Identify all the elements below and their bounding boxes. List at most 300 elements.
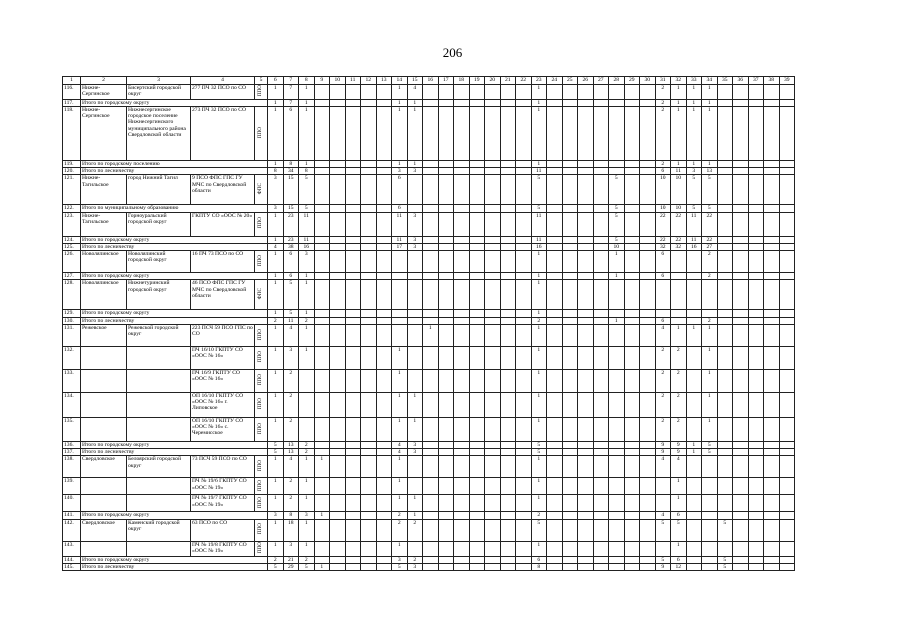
value-cell bbox=[392, 251, 408, 273]
value-cell: 1 bbox=[686, 106, 702, 160]
value-cell bbox=[330, 441, 346, 448]
value-cell bbox=[779, 160, 795, 167]
value-cell bbox=[407, 280, 423, 310]
value-cell: 1 bbox=[531, 85, 547, 100]
value-cell bbox=[376, 175, 392, 205]
value-cell bbox=[423, 369, 439, 392]
value-cell bbox=[593, 541, 609, 556]
column-number-cell: 27 bbox=[593, 77, 609, 85]
value-cell bbox=[469, 99, 485, 106]
value-cell: 1 bbox=[686, 324, 702, 346]
value-cell bbox=[609, 106, 625, 160]
value-cell bbox=[764, 556, 780, 563]
value-cell bbox=[593, 495, 609, 512]
value-cell bbox=[500, 441, 516, 448]
value-cell bbox=[578, 346, 594, 369]
value-cell bbox=[686, 369, 702, 392]
value-cell bbox=[547, 369, 563, 392]
value-cell bbox=[578, 456, 594, 478]
value-cell: 1 bbox=[531, 280, 547, 310]
column-number-cell: 12 bbox=[361, 77, 377, 85]
value-cell: 22 bbox=[671, 236, 687, 243]
value-cell bbox=[624, 106, 640, 160]
value-cell bbox=[438, 317, 454, 324]
value-cell bbox=[454, 495, 470, 512]
value-cell bbox=[500, 556, 516, 563]
column-number-cell: 1 bbox=[63, 77, 81, 85]
value-cell bbox=[578, 99, 594, 106]
value-cell bbox=[593, 449, 609, 456]
value-cell bbox=[624, 243, 640, 250]
value-cell: 1 bbox=[407, 417, 423, 441]
value-cell: 1 bbox=[531, 273, 547, 280]
value-cell bbox=[593, 456, 609, 478]
value-cell: 1 bbox=[531, 99, 547, 106]
value-cell bbox=[547, 417, 563, 441]
value-cell bbox=[516, 317, 532, 324]
value-cell: 6 bbox=[655, 251, 671, 273]
value-cell: 1 bbox=[299, 310, 315, 317]
value-cell bbox=[562, 478, 578, 495]
value-cell bbox=[345, 212, 361, 236]
value-cell bbox=[562, 324, 578, 346]
value-cell bbox=[733, 280, 749, 310]
value-cell: 1 bbox=[531, 495, 547, 512]
value-cell bbox=[423, 478, 439, 495]
value-cell: 4 bbox=[655, 512, 671, 519]
municipality-cell: Бисертский городской округ bbox=[127, 85, 191, 100]
value-cell bbox=[624, 449, 640, 456]
value-cell bbox=[454, 85, 470, 100]
unit-type-label: ППО bbox=[257, 460, 264, 472]
value-cell bbox=[779, 106, 795, 160]
value-cell bbox=[717, 478, 733, 495]
forestry-cell: Свердловское bbox=[81, 456, 127, 478]
value-cell bbox=[500, 99, 516, 106]
value-cell bbox=[314, 280, 330, 310]
forestry-cell bbox=[81, 346, 127, 369]
value-cell bbox=[593, 273, 609, 280]
value-cell: 2 bbox=[655, 346, 671, 369]
value-cell bbox=[655, 541, 671, 556]
value-cell bbox=[361, 310, 377, 317]
value-cell bbox=[361, 85, 377, 100]
forestry-cell bbox=[81, 369, 127, 392]
value-cell bbox=[314, 212, 330, 236]
value-cell bbox=[562, 512, 578, 519]
value-cell bbox=[314, 317, 330, 324]
unit-type-label: ППО bbox=[257, 523, 264, 535]
value-cell: 1 bbox=[392, 369, 408, 392]
value-cell bbox=[423, 556, 439, 563]
value-cell bbox=[330, 106, 346, 160]
value-cell bbox=[500, 160, 516, 167]
value-cell bbox=[624, 392, 640, 417]
value-cell bbox=[702, 456, 718, 478]
value-cell bbox=[578, 212, 594, 236]
value-cell bbox=[733, 273, 749, 280]
value-cell bbox=[547, 273, 563, 280]
value-cell bbox=[500, 251, 516, 273]
value-cell: 5 bbox=[283, 280, 299, 310]
value-cell bbox=[469, 392, 485, 417]
value-cell bbox=[361, 456, 377, 478]
value-cell bbox=[361, 243, 377, 250]
value-cell: 11 bbox=[283, 317, 299, 324]
value-cell bbox=[686, 456, 702, 478]
value-cell: 2 bbox=[299, 441, 315, 448]
value-cell bbox=[655, 478, 671, 495]
value-cell bbox=[345, 478, 361, 495]
value-cell bbox=[438, 310, 454, 317]
value-cell bbox=[423, 280, 439, 310]
table-total-row bbox=[63, 205, 795, 212]
value-cell bbox=[423, 243, 439, 250]
value-cell bbox=[562, 212, 578, 236]
value-cell bbox=[609, 478, 625, 495]
value-cell: 7 bbox=[283, 99, 299, 106]
value-cell bbox=[779, 212, 795, 236]
value-cell bbox=[562, 236, 578, 243]
value-cell bbox=[454, 106, 470, 160]
value-cell: 3 bbox=[407, 168, 423, 175]
value-cell: 1 bbox=[407, 99, 423, 106]
value-cell bbox=[779, 280, 795, 310]
value-cell bbox=[516, 563, 532, 570]
value-cell bbox=[578, 392, 594, 417]
value-cell: 6 bbox=[531, 556, 547, 563]
value-cell: 4 bbox=[268, 243, 284, 250]
value-cell bbox=[547, 243, 563, 250]
value-cell bbox=[593, 478, 609, 495]
value-cell bbox=[345, 346, 361, 369]
row-number-cell: 116. bbox=[63, 85, 81, 100]
value-cell bbox=[733, 541, 749, 556]
value-cell bbox=[330, 556, 346, 563]
total-label-cell: Итого по городскому округу bbox=[81, 512, 268, 519]
row-number-cell: 128. bbox=[63, 280, 81, 310]
value-cell: 5 bbox=[717, 519, 733, 541]
value-cell: 2 bbox=[671, 392, 687, 417]
value-cell bbox=[624, 346, 640, 369]
unit-name-cell: 9 ПСО ФПС ГПС ГУ МЧС по Свердловской области bbox=[191, 175, 255, 205]
value-cell bbox=[593, 563, 609, 570]
value-cell bbox=[640, 392, 656, 417]
value-cell bbox=[500, 85, 516, 100]
value-cell: 2 bbox=[655, 85, 671, 100]
value-cell: 11 bbox=[392, 236, 408, 243]
value-cell: 13 bbox=[283, 441, 299, 448]
value-cell bbox=[314, 556, 330, 563]
row-number-cell: 120. bbox=[63, 168, 81, 175]
value-cell bbox=[547, 392, 563, 417]
value-cell: 3 bbox=[283, 541, 299, 556]
unit-type-cell bbox=[255, 324, 268, 346]
value-cell bbox=[314, 449, 330, 456]
value-cell bbox=[717, 160, 733, 167]
value-cell: 1 bbox=[268, 346, 284, 369]
value-cell bbox=[469, 236, 485, 243]
row-number-cell: 117. bbox=[63, 99, 81, 106]
value-cell bbox=[547, 205, 563, 212]
value-cell bbox=[516, 106, 532, 160]
value-cell bbox=[485, 106, 501, 160]
value-cell bbox=[330, 512, 346, 519]
value-cell bbox=[407, 175, 423, 205]
value-cell: 5 bbox=[609, 175, 625, 205]
value-cell bbox=[578, 512, 594, 519]
value-cell bbox=[764, 160, 780, 167]
value-cell: 9 bbox=[655, 441, 671, 448]
value-cell bbox=[361, 212, 377, 236]
value-cell bbox=[314, 106, 330, 160]
value-cell bbox=[330, 456, 346, 478]
value-cell bbox=[423, 456, 439, 478]
value-cell: 3 bbox=[283, 346, 299, 369]
value-cell bbox=[779, 273, 795, 280]
value-cell: 11 bbox=[531, 212, 547, 236]
value-cell bbox=[733, 324, 749, 346]
value-cell bbox=[345, 310, 361, 317]
value-cell bbox=[733, 512, 749, 519]
forestry-cell bbox=[81, 495, 127, 512]
row-number-cell: 126. bbox=[63, 251, 81, 273]
municipality-cell: Нижнесергинское городское поселение Нижнесергинского муниципального района Свердловской области bbox=[127, 106, 191, 160]
value-cell: 2 bbox=[283, 392, 299, 417]
value-cell bbox=[516, 541, 532, 556]
value-cell: 2 bbox=[655, 392, 671, 417]
value-cell bbox=[454, 449, 470, 456]
value-cell: 1 bbox=[268, 478, 284, 495]
value-cell bbox=[392, 317, 408, 324]
value-cell bbox=[314, 251, 330, 273]
value-cell bbox=[314, 478, 330, 495]
value-cell bbox=[516, 519, 532, 541]
unit-name-cell: ПЧ № 19/6 ГКПТУ СО «ООС № 19» bbox=[191, 478, 255, 495]
value-cell bbox=[733, 175, 749, 205]
value-cell bbox=[609, 495, 625, 512]
value-cell bbox=[748, 317, 764, 324]
value-cell bbox=[407, 205, 423, 212]
column-number-cell: 37 bbox=[748, 77, 764, 85]
value-cell bbox=[361, 273, 377, 280]
value-cell: 6 bbox=[392, 175, 408, 205]
value-cell bbox=[748, 512, 764, 519]
value-cell bbox=[547, 310, 563, 317]
value-cell bbox=[624, 456, 640, 478]
value-cell: 5 bbox=[717, 556, 733, 563]
value-cell: 7 bbox=[283, 85, 299, 100]
value-cell: 5 bbox=[686, 175, 702, 205]
value-cell bbox=[624, 369, 640, 392]
value-cell bbox=[609, 449, 625, 456]
value-cell bbox=[423, 251, 439, 273]
value-cell bbox=[717, 441, 733, 448]
unit-name-cell: ОП 16/10 ГКПТУ СО «ООС № 16» с. Черемисское bbox=[191, 417, 255, 441]
value-cell bbox=[578, 317, 594, 324]
value-cell bbox=[485, 369, 501, 392]
value-cell: 1 bbox=[609, 273, 625, 280]
column-number-cell: 15 bbox=[407, 77, 423, 85]
forestry-cell bbox=[81, 541, 127, 556]
value-cell bbox=[376, 456, 392, 478]
value-cell bbox=[717, 346, 733, 369]
value-cell: 6 bbox=[655, 317, 671, 324]
unit-type-cell bbox=[255, 175, 268, 205]
value-cell: 5 bbox=[609, 205, 625, 212]
column-number-cell: 10 bbox=[330, 77, 346, 85]
value-cell bbox=[562, 317, 578, 324]
row-number-cell: 133. bbox=[63, 369, 81, 392]
value-cell bbox=[516, 417, 532, 441]
value-cell bbox=[748, 243, 764, 250]
value-cell: 1 bbox=[299, 106, 315, 160]
value-cell bbox=[624, 519, 640, 541]
value-cell bbox=[330, 449, 346, 456]
value-cell bbox=[485, 243, 501, 250]
value-cell: 1 bbox=[702, 99, 718, 106]
value-cell bbox=[314, 369, 330, 392]
value-cell bbox=[454, 175, 470, 205]
value-cell bbox=[500, 449, 516, 456]
value-cell bbox=[764, 236, 780, 243]
value-cell bbox=[500, 563, 516, 570]
value-cell bbox=[717, 541, 733, 556]
value-cell: 5 bbox=[531, 441, 547, 448]
value-cell bbox=[640, 456, 656, 478]
value-cell bbox=[779, 563, 795, 570]
value-cell bbox=[376, 449, 392, 456]
value-cell bbox=[469, 310, 485, 317]
value-cell bbox=[438, 205, 454, 212]
municipality-cell bbox=[127, 369, 191, 392]
value-cell bbox=[640, 175, 656, 205]
value-cell: 1 bbox=[407, 392, 423, 417]
value-cell bbox=[438, 441, 454, 448]
value-cell bbox=[748, 310, 764, 317]
value-cell bbox=[578, 168, 594, 175]
value-cell bbox=[624, 251, 640, 273]
value-cell bbox=[438, 160, 454, 167]
table-row bbox=[63, 85, 795, 100]
value-cell bbox=[423, 495, 439, 512]
value-cell: 9 bbox=[671, 449, 687, 456]
value-cell: 2 bbox=[299, 317, 315, 324]
value-cell bbox=[640, 324, 656, 346]
value-cell bbox=[438, 243, 454, 250]
value-cell bbox=[640, 236, 656, 243]
value-cell bbox=[748, 478, 764, 495]
value-cell bbox=[764, 441, 780, 448]
value-cell: 1 bbox=[299, 324, 315, 346]
value-cell: 2 bbox=[268, 317, 284, 324]
value-cell: 5 bbox=[531, 205, 547, 212]
value-cell bbox=[764, 417, 780, 441]
table-total-row bbox=[63, 243, 795, 250]
value-cell bbox=[609, 541, 625, 556]
value-cell bbox=[640, 441, 656, 448]
value-cell: 22 bbox=[702, 236, 718, 243]
value-cell bbox=[593, 168, 609, 175]
value-cell bbox=[345, 168, 361, 175]
fire-resources-table-container bbox=[62, 76, 795, 571]
value-cell: 9 bbox=[655, 449, 671, 456]
unit-type-label: ППО bbox=[257, 254, 264, 266]
value-cell bbox=[314, 346, 330, 369]
value-cell bbox=[624, 478, 640, 495]
value-cell bbox=[562, 310, 578, 317]
value-cell bbox=[686, 495, 702, 512]
value-cell: 13 bbox=[702, 168, 718, 175]
value-cell bbox=[423, 392, 439, 417]
unit-type-label: ППО bbox=[257, 398, 264, 410]
total-label-cell: Итого по лесничеству bbox=[81, 243, 268, 250]
value-cell bbox=[593, 346, 609, 369]
value-cell bbox=[330, 324, 346, 346]
value-cell: 2 bbox=[655, 160, 671, 167]
value-cell bbox=[314, 392, 330, 417]
value-cell bbox=[717, 168, 733, 175]
value-cell bbox=[330, 85, 346, 100]
value-cell: 3 bbox=[407, 212, 423, 236]
value-cell bbox=[779, 175, 795, 205]
value-cell bbox=[407, 310, 423, 317]
value-cell: 11 bbox=[392, 212, 408, 236]
value-cell bbox=[640, 556, 656, 563]
value-cell bbox=[779, 519, 795, 541]
row-number-cell: 145. bbox=[63, 563, 81, 570]
value-cell bbox=[624, 205, 640, 212]
value-cell: 2 bbox=[299, 556, 315, 563]
value-cell bbox=[345, 324, 361, 346]
value-cell: 5 bbox=[299, 205, 315, 212]
value-cell bbox=[733, 556, 749, 563]
value-cell bbox=[516, 280, 532, 310]
table-row bbox=[63, 519, 795, 541]
value-cell bbox=[578, 495, 594, 512]
municipality-cell: Каменский городской округ bbox=[127, 519, 191, 541]
value-cell bbox=[593, 175, 609, 205]
value-cell: 1 bbox=[268, 273, 284, 280]
page-number: 206 bbox=[442, 45, 463, 60]
value-cell bbox=[454, 280, 470, 310]
value-cell bbox=[562, 168, 578, 175]
value-cell bbox=[593, 280, 609, 310]
value-cell: 1 bbox=[268, 310, 284, 317]
value-cell bbox=[764, 205, 780, 212]
value-cell bbox=[469, 280, 485, 310]
value-cell bbox=[423, 168, 439, 175]
value-cell bbox=[764, 369, 780, 392]
value-cell bbox=[764, 512, 780, 519]
value-cell bbox=[702, 519, 718, 541]
value-cell bbox=[779, 478, 795, 495]
value-cell bbox=[500, 512, 516, 519]
value-cell: 15 bbox=[283, 205, 299, 212]
value-cell: 22 bbox=[655, 236, 671, 243]
value-cell bbox=[345, 236, 361, 243]
value-cell bbox=[640, 369, 656, 392]
value-cell bbox=[640, 310, 656, 317]
value-cell: 1 bbox=[407, 512, 423, 519]
municipality-cell bbox=[127, 346, 191, 369]
total-label-cell: Итого по лесничеству bbox=[81, 563, 268, 570]
value-cell bbox=[330, 495, 346, 512]
value-cell bbox=[764, 317, 780, 324]
value-cell: 1 bbox=[531, 392, 547, 417]
value-cell bbox=[376, 392, 392, 417]
value-cell: 8 bbox=[283, 160, 299, 167]
